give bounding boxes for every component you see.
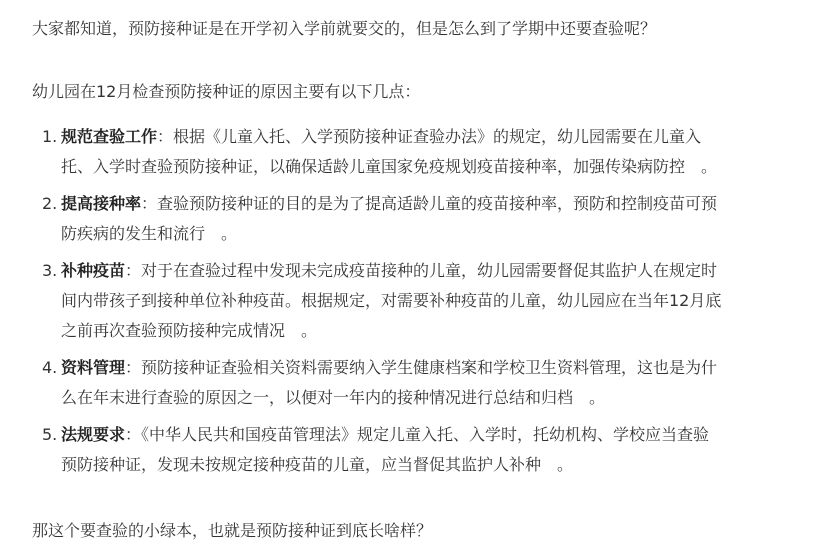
intro-paragraph: 大家都知道，预防接种证是在开学初入学前就要交的，但是怎么到了学期中还要查验呢？ [32,19,657,38]
reason-item-2 [32,189,801,249]
item-term: 补种疫苗 [61,261,126,280]
item-text-line: 防疾病的发生和流行 。 [61,224,238,243]
item-text-line: 托、入学时查验预防接种证，以确保适龄儿童国家免疫规划疫苗接种率，加强传染病防控 。 [61,157,718,176]
item-text-line: ：《中华人民共和国疫苗管理法》规定儿童入托、入学时，托幼机构、学校应当查验 [125,425,710,444]
item-text-line: ：对于在查验过程中发现未完成疫苗接种的儿童，幼儿园需要督促其监护人在规定时 [125,261,718,280]
reason-item-3 [32,256,801,346]
item-term: 法规要求 [61,425,126,444]
item-text-line: 么在年末进行查验的原因之一，以便对一年内的接种情况进行总结和归档 。 [61,388,606,407]
reason-item-1 [32,122,801,182]
item-number: 2. [42,194,58,213]
item-term: 规范查验工作 [61,127,158,146]
item-text-line: 间内带孩子到接种单位补种疫苗。根据规定，对需要补种疫苗的儿童，幼儿园应在当年12月底 [61,291,722,310]
reasons-list [32,122,801,480]
item-text-line: ：预防接种证查验相关资料需要纳入学生健康档案和学校卫生资料管理，这也是为什 [125,358,718,377]
reason-item-5 [32,420,801,480]
item-text-line: ：根据《儿童入托、入学预防接种证查验办法》的规定，幼儿园需要在儿童入 [157,127,702,146]
item-number: 4. [42,358,58,377]
item-text-line: 之前再次查验预防接种完成情况 。 [61,321,318,340]
closing-paragraph: 那这个要查验的小绿本，也就是预防接种证到底长啥样？ [32,521,433,540]
lead-paragraph: 幼儿园在12月检查预防接种证的原因主要有以下几点： [32,82,421,101]
item-number: 1. [42,127,58,146]
reason-item-4 [32,353,801,413]
item-term: 提高接种率 [61,194,142,213]
item-term: 资料管理 [61,358,126,377]
item-number: 3. [42,261,58,280]
item-text-line: 预防接种证，发现未按规定接种疫苗的儿童，应当督促其监护人补种 。 [61,455,574,474]
item-text-line: ：查验预防接种证的目的是为了提高适龄儿童的疫苗接种率，预防和控制疫苗可预 [141,194,718,213]
item-number: 5. [42,425,58,444]
